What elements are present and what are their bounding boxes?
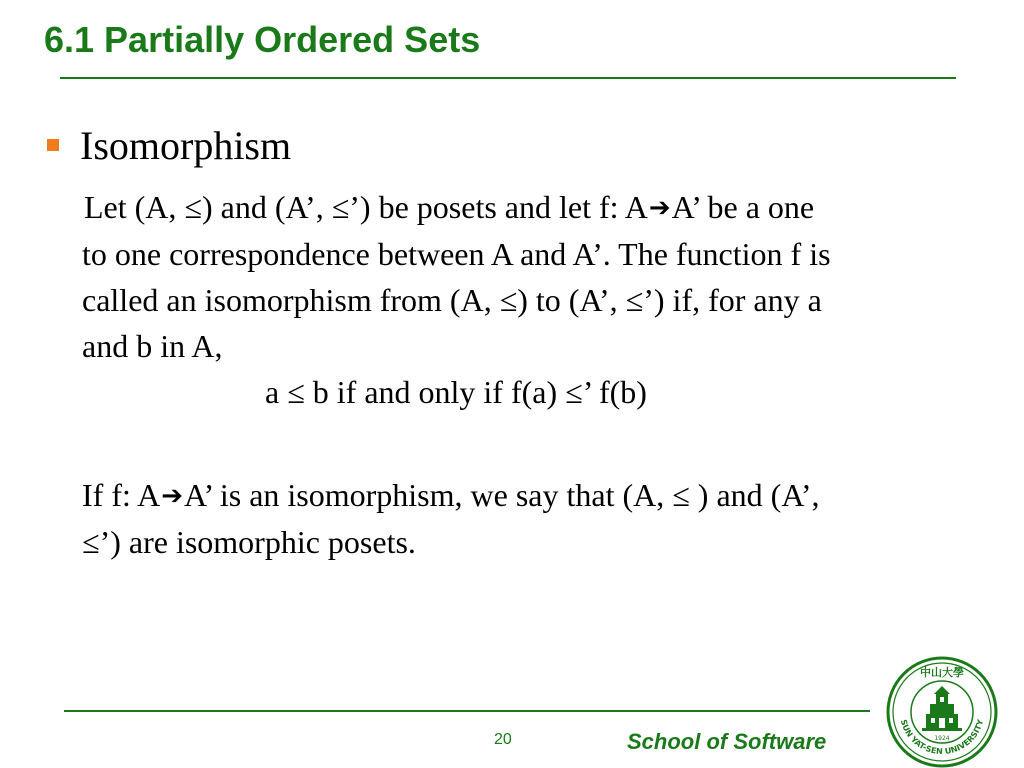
- arrow-right-icon: ➔: [648, 193, 671, 223]
- footer-school-name: School of Software: [627, 729, 827, 754]
- definition-line-2: to one correspondence between A and A’. The function f is: [82, 236, 831, 272]
- conclusion-line-2: ≤’) are isomorphic posets.: [82, 524, 416, 560]
- logo-en-name: SUN YAT-SEN UNIVERSITY: [898, 718, 986, 757]
- bullet-heading: Isomorphism: [80, 123, 292, 168]
- definition-line-4: and b in A,: [82, 328, 223, 364]
- slide-title: 6.1 Partially Ordered Sets: [44, 19, 481, 60]
- title-divider: [60, 77, 956, 79]
- isomorphism-condition: a ≤ b if and only if f(a) ≤’ f(b): [265, 374, 647, 410]
- definition-paragraph: [82, 184, 972, 369]
- footer-divider: [64, 710, 870, 712]
- definition-line-1: Let (A, ≤) and (A’, ≤’) be posets and let f: A➔A’ be a one: [82, 184, 972, 231]
- definition-line-3: called an isomorphism from (A, ≤) to (A’, ≤’) if, for any a: [82, 282, 822, 318]
- arrow-right-icon: ➔: [161, 481, 183, 511]
- logo-year: 1924: [934, 735, 950, 742]
- page-number: 20: [494, 731, 512, 748]
- logo-cn-name: 中山大學: [920, 666, 964, 679]
- university-seal-logo: [886, 656, 998, 768]
- bullet-square-icon: [47, 139, 59, 151]
- conclusion-line-1: If f: A➔A’ is an isomorphism, we say that (A, ≤ ) and (A’,: [82, 472, 972, 519]
- conclusion-paragraph: [82, 472, 972, 565]
